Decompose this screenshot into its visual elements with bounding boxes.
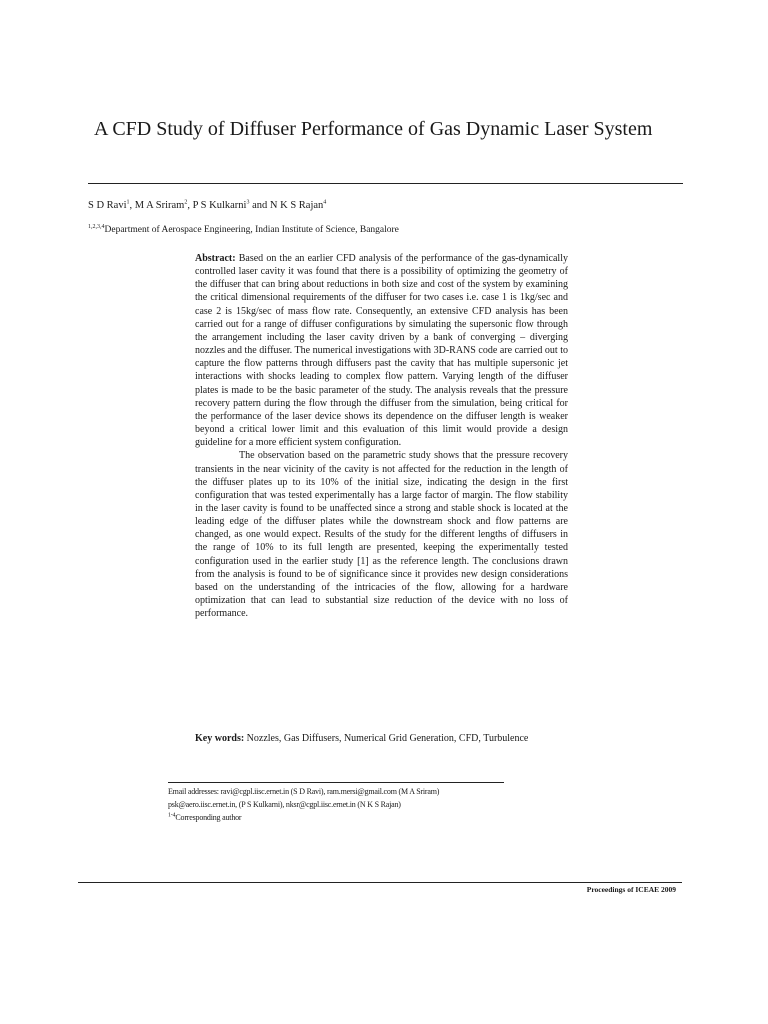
footnote-divider	[168, 782, 504, 783]
footer-divider	[78, 882, 682, 883]
corresponding-text: Corresponding author	[175, 813, 242, 822]
author-sup: 2	[184, 199, 188, 206]
author-list: S D Ravi$^1$, M A Sriram$^2$, P S Kulkarni$^3$ and N K S Rajan$^4$	[88, 199, 327, 211]
keywords-text: Nozzles, Gas Diffusers, Numerical Grid Generation, CFD, Turbulence	[246, 733, 529, 744]
footnote-email-2: psk@aero.iisc.ernet.in, (P S Kulkarni), nksr@cgpl.iisc.ernet.in (N K S Rajan)	[168, 800, 401, 809]
author-sup: 4	[323, 199, 327, 206]
proceedings-footer: Proceedings of ICEAE 2009	[586, 885, 676, 894]
abstract-label: Abstract:	[195, 253, 236, 264]
abstract-paragraph-2: The observation based on the parametric study shows that the pressure recovery transients in the near vicinity of the cavity is not affected for the reduction in the length of the diffuser plates up to its 10% of the initial size, indicating the design in the first configuration that was tested experimentally has a large factor of margin. The flow stability in the laser cavity is found to be unaffected since a strong and stable shock is located at the leading edge of the diffuser plates while the downstream shock and flow patterns are changed, as one would expect. Results of the study for the different lengths of diffusers in the range of 10% to its full length are presented, keeping the experimentally tested configuration used in the earlier study [1] as the reference length. The conclusions drawn from the analysis is found to be of significance since it provides new design considerations based on the understanding of the intricacies of the flow, allowing for a hardware optimization that can lead to substantial size reduction of the device with no loss of performance.	[195, 450, 568, 620]
affiliation-text: Department of Aerospace Engineering, Indian Institute of Science, Bangalore	[104, 225, 399, 235]
author-name: P S Kulkarni	[192, 200, 247, 211]
affiliation-sup: 1,2,3,4	[88, 223, 105, 230]
footnote-email-1: Email addresses: ravi@cgpl.iisc.ernet.in (S D Ravi), ram.mersi@gmail.com (M A Sriram)	[168, 787, 440, 796]
keywords	[195, 732, 568, 745]
author-sup: 1	[126, 199, 130, 206]
abstract-paragraph-1	[195, 252, 568, 449]
author-name: S D Ravi	[88, 200, 127, 211]
keywords-label: Key words:	[195, 733, 245, 744]
title-divider	[88, 183, 683, 184]
affiliation	[88, 224, 399, 237]
abstract-text-1: Based on the an earlier CFD analysis of the performance of the gas-dynamically controlled laser cavity it was found that there is a possibility of optimizing the geometry of the diffuser that can bring about reductions in both size and cost of the system by examining the critical dimensional requirements of the diffuser for two cases i.e. case 1 is 1kg/sec and case 2 is 15kg/sec of mass flow rate. Consequently, an extensive CFD analysis has been carried out for a range of diffuser configurations by simulating the supersonic flow through the arrangement including the laser cavity driven by a bank of converging – diverging nozzles and the diffuser. The numerical investigations with 3D-RANS code are carried out to capture the flow patterns through diffusers past the cavity that has multiple supersonic jet interactions with shocks leading to complex flow pattern. Varying length of the diffuser plates is made to be the basic parameter of the study. The analysis reveals that the pressure recovery pattern during the flow through the diffuser from the simulation, being critical for the performance of the laser device shows its dependence on the diffuser length is weaker beyond a critical lower limit and this evaluation of this limit would provide a design guideline for a more efficient system configuration.	[195, 253, 568, 449]
abstract	[195, 252, 568, 620]
author-name: M A Sriram	[134, 200, 185, 211]
author-sup: 3	[246, 199, 250, 206]
footnote-corresponding	[168, 811, 439, 824]
paper-title: A CFD Study of Diffuser Performance of Gas Dynamic Laser System	[94, 118, 653, 140]
footnotes	[168, 785, 439, 824]
author-name: N K S Rajan	[269, 200, 324, 211]
corresponding-sup: 1-4	[168, 812, 176, 819]
